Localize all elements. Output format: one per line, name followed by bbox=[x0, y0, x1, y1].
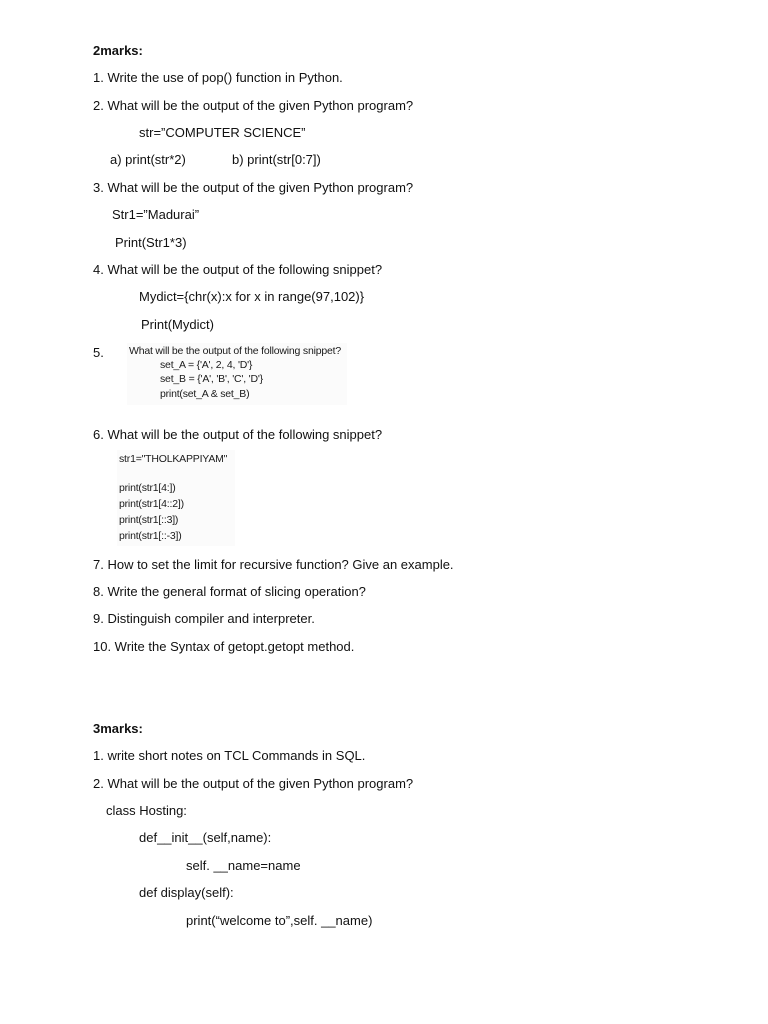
question-2m-10: 10. Write the Syntax of getopt.getopt method. bbox=[93, 639, 355, 654]
question-3m-2-code-3: self. __name=name bbox=[186, 858, 301, 873]
question-2m-8: 8. Write the general format of slicing operation? bbox=[93, 584, 366, 599]
question-3m-2-code-4: def display(self): bbox=[139, 885, 234, 900]
snippet-line: print(str1[::3]) bbox=[119, 514, 179, 526]
question-2m-7: 7. How to set the limit for recursive function? Give an example. bbox=[93, 557, 454, 572]
question-3m-2-code-1: class Hosting: bbox=[106, 803, 187, 818]
question-2m-4: 4. What will be the output of the following snippet? bbox=[93, 262, 383, 277]
question-2m-3-code-2: Print(Str1*3) bbox=[115, 235, 187, 250]
question-2m-3-code-1: Str1=”Madurai” bbox=[112, 207, 200, 222]
question-2m-1: 1. Write the use of pop() function in Python. bbox=[93, 70, 343, 85]
snippet-line: set_A = {'A', 2, 4, 'D'} bbox=[160, 359, 253, 371]
section-heading-3marks: 3marks: bbox=[93, 721, 143, 736]
question-2m-3: 3. What will be the output of the given Python program? bbox=[93, 180, 414, 195]
section-heading-2marks: 2marks: bbox=[93, 43, 143, 58]
question-3m-2-code-5: print(“welcome to”,self. __name) bbox=[186, 913, 373, 928]
question-3m-1: 1. write short notes on TCL Commands in SQL. bbox=[93, 748, 366, 763]
question-2m-5-number: 5. bbox=[93, 345, 104, 360]
question-2m-5-snippet-image bbox=[127, 343, 347, 405]
question-2m-2-option-a: a) print(str*2) bbox=[110, 152, 186, 167]
snippet-title: What will be the output of the following snippet? bbox=[129, 345, 342, 357]
snippet-line: print(set_A & set_B) bbox=[160, 388, 250, 400]
snippet-line: set_B = {'A', 'B', 'C', 'D'} bbox=[160, 373, 263, 385]
question-2m-2: 2. What will be the output of the given Python program? bbox=[93, 98, 414, 113]
question-2m-6-snippet-image bbox=[117, 450, 235, 546]
snippet-line: print(str1[::-3]) bbox=[119, 530, 182, 542]
question-2m-9: 9. Distinguish compiler and interpreter. bbox=[93, 611, 315, 626]
snippet-line: print(str1[4:]) bbox=[119, 482, 176, 494]
question-2m-2-option-b: b) print(str[0:7]) bbox=[232, 152, 321, 167]
question-2m-4-code-2: Print(Mydict) bbox=[141, 317, 214, 332]
question-2m-4-code-1: Mydict={chr(x):x for x in range(97,102)} bbox=[139, 289, 365, 304]
snippet-line: print(str1[4::2]) bbox=[119, 498, 184, 510]
snippet-line: str1="THOLKAPPIYAM" bbox=[119, 453, 228, 465]
question-3m-2-code-2: def__init__(self,name): bbox=[139, 830, 272, 845]
question-2m-6: 6. What will be the output of the following snippet? bbox=[93, 427, 383, 442]
question-2m-2-code: str=”COMPUTER SCIENCE” bbox=[139, 125, 306, 140]
question-3m-2: 2. What will be the output of the given Python program? bbox=[93, 776, 414, 791]
